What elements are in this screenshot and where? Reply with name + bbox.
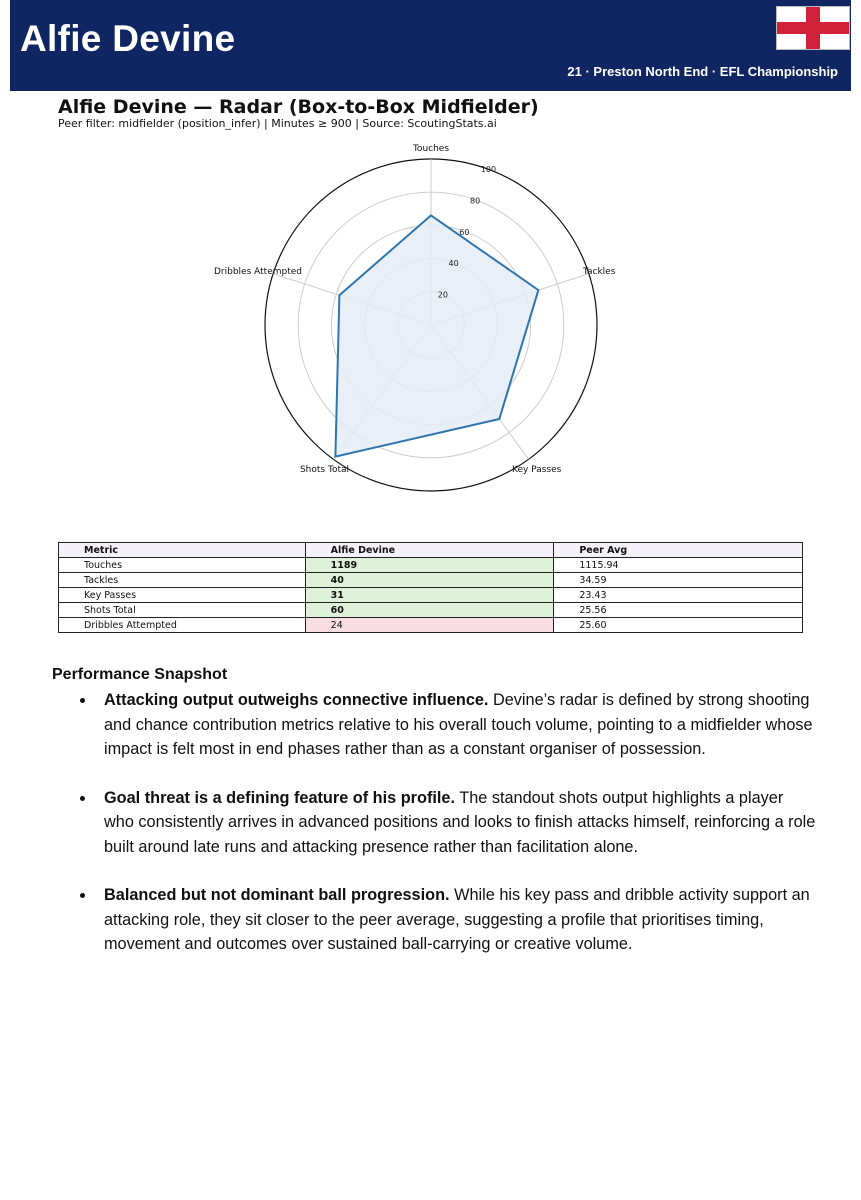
metrics-table [58,542,803,633]
snapshot-title: Performance Snapshot [52,666,228,683]
bullet-text: Devine’s radar is defined by strong shooting and chance contribution metrics relative to his overall touch volume, pointing to a midfielder whose impact is felt most in end phases rather than as a constant organiser of possession. [104,691,813,758]
metric-cell: Touches [59,558,306,573]
peer-value-cell: 25.60 [554,618,803,633]
player-value-cell: 24 [305,618,554,633]
snapshot-bullets [104,688,816,981]
metric-cell: Tackles [59,573,306,588]
radar-axis-label: Tackles [583,267,616,277]
bullet-lead: Attacking output outweighs connective influence. [104,691,489,709]
bullet-icon [80,698,85,703]
chart-title: Alfie Devine — Radar (Box-to-Box Midfielder) [58,96,539,118]
table-row [59,588,803,603]
radar-axis-label: Touches [412,144,450,154]
metric-cell: Dribbles Attempted [59,618,306,633]
england-flag-icon [776,6,850,50]
chart-subtitle: Peer filter: midfielder (position_infer) | Minutes ≥ 900 | Source: ScoutingStats.ai [58,117,497,130]
player-club-subtitle: 21 · Preston North End · EFL Championship [567,64,838,79]
player-name: Alfie Devine [20,18,236,59]
radar-tick-label: 20 [437,290,448,300]
player-value-cell: 31 [305,588,554,603]
radar-chart [0,130,861,500]
list-item [104,883,816,957]
metric-cell: Shots Total [59,603,306,618]
player-value-cell: 1189 [305,558,554,573]
radar-axis-label: Shots Total [299,465,349,475]
radar-tick-label: 40 [448,259,459,269]
table-row [59,573,803,588]
header-metric: Metric [59,543,306,558]
bullet-icon [80,796,85,801]
peer-value-cell: 23.43 [554,588,803,603]
table-row [59,558,803,573]
table-row [59,618,803,633]
player-value-cell: 40 [305,573,554,588]
list-item [104,688,816,762]
list-item [104,786,816,860]
bullet-lead: Balanced but not dominant ball progression. [104,886,450,904]
header-peer-avg: Peer Avg [554,543,803,558]
radar-axis-label: Key Passes [512,465,562,475]
radar-axis-label: Dribbles Attempted [214,267,302,277]
bullet-icon [80,893,85,898]
table-row [59,603,803,618]
peer-value-cell: 1115.94 [554,558,803,573]
peer-value-cell: 25.56 [554,603,803,618]
radar-tick-label: 80 [470,196,481,206]
table-header-row [59,543,803,558]
bullet-lead: Goal threat is a defining feature of his profile. [104,788,456,807]
bullet-text: The standout shots output highlights a player who consistently arrives in advanced positions and looks to finish attacks himself, reinforcing a role built around late runs and attacking presence rather than facilitation alone. [104,788,816,856]
header-player: Alfie Devine [305,543,554,558]
player-value-cell: 60 [305,603,554,618]
radar-tick-label: 60 [459,227,470,237]
page-header [10,0,851,91]
radar-tick-label: 100 [480,164,497,174]
peer-value-cell: 34.59 [554,573,803,588]
metric-cell: Key Passes [59,588,306,603]
bullet-text: While his key pass and dribble activity support an attacking role, they sit closer to the peer average, suggesting a profile that prioritises timing, movement and outcomes over sustained ball-carrying or creative volume. [104,886,810,953]
radar-series-area [335,215,538,456]
